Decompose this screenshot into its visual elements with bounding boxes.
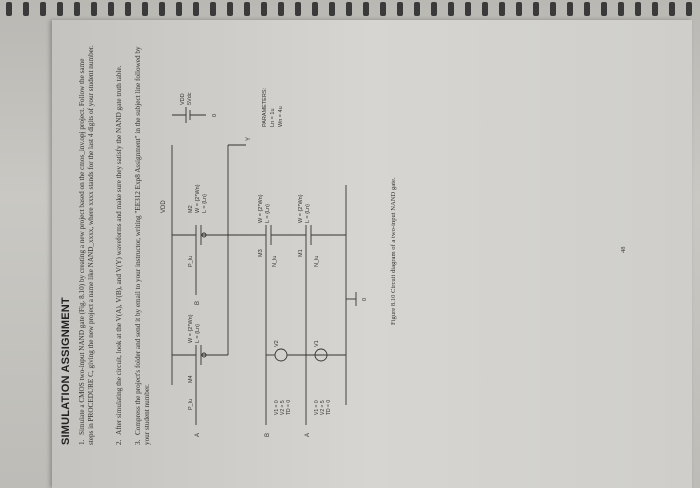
spiral-ring (244, 2, 250, 16)
m2-l: L = {Ln} (202, 194, 208, 213)
vdd-label: VDD (161, 200, 167, 213)
spiral-ring (686, 2, 692, 16)
spiral-ring (227, 2, 233, 16)
spiral-ring (550, 2, 556, 16)
spiral-ring (193, 2, 199, 16)
spiral-ring (346, 2, 352, 16)
spiral-ring (91, 2, 97, 16)
spiral-ring (618, 2, 624, 16)
n-lu-2: N_lu (314, 255, 320, 267)
nand-circuit-diagram (156, 45, 386, 445)
vdd-src-ground: 0 (212, 113, 218, 117)
spiral-ring (431, 2, 437, 16)
spiral-ring (363, 2, 369, 16)
spiral-ring (159, 2, 165, 16)
spiral-ring (601, 2, 607, 16)
m2-label: M2 (188, 205, 194, 213)
spiral-ring (380, 2, 386, 16)
spiral-ring (295, 2, 301, 16)
v2-label: V2 (274, 340, 280, 347)
assignment-item-3: 3.Compress the project's folder and send it by email to your instructor, writing "EE312 Exp8 Assignment" in the subject line followed by your student number. (134, 46, 152, 445)
v1-param-1: V2 = 5 (320, 400, 326, 415)
spiral-ring (312, 2, 318, 16)
v2-param-2: TD = 0 (286, 399, 292, 415)
spiral-ring (23, 2, 29, 16)
v1-param-2: TD = 0 (326, 399, 332, 415)
spiral-ring (40, 2, 46, 16)
node-y-label: Y (246, 136, 252, 141)
spiral-ring (465, 2, 471, 16)
spiral-ring (57, 2, 63, 16)
m1-w: W = {2*Wn} (298, 194, 304, 223)
spiral-ring (108, 2, 114, 16)
params-title: PARAMETERS: (262, 87, 268, 127)
v2-param-1: V2 = 5 (280, 400, 286, 415)
assignment-item-2: 2.After simulating the circuit, look at the V(A), V(B), and V(Y) waveforms and make sure they satisfy the NAND gate truth table. (115, 65, 123, 445)
m4-w: W = {2*Wn} (188, 314, 194, 343)
spiral-ring (669, 2, 675, 16)
rotated-page-content (60, 37, 645, 453)
m4-label: M4 (188, 375, 194, 383)
spiral-ring (329, 2, 335, 16)
node-b-label-1: B (195, 300, 201, 305)
assignment-item-1: 1.Simulate a CMOS two-input NAND gate (Fig. 8.10) by creating a new project based on the cmos_inv.opj project. Follow the same steps in PROCEDURE C, giving the new project a name like NAND_xxxx, where xxxx stands for the last 4 digits of your student number. (78, 45, 96, 445)
spiral-ring (125, 2, 131, 16)
v1-label: V1 (314, 340, 320, 347)
param-ln: Ln = 1u (270, 108, 276, 127)
node-a-label-1: A (195, 432, 201, 437)
m2-w: W = {2*Wn} (195, 184, 201, 213)
m3-label: M3 (258, 249, 264, 257)
spiral-ring (499, 2, 505, 16)
spiral-ring (652, 2, 658, 16)
figure-caption: Figure 8.10 Circuit diagram of a two-input NAND gate. (390, 177, 397, 325)
spiral-ring (635, 2, 641, 16)
spiral-ring (261, 2, 267, 16)
page-number: 48 (620, 246, 627, 253)
param-wn: Wn = 4u (278, 106, 284, 127)
m3-w: W = {2*Wn} (258, 194, 264, 223)
spiral-ring (584, 2, 590, 16)
vdd-src-label: VDD (180, 93, 186, 105)
n-lu-1: N_lu (272, 255, 278, 267)
spiral-ring (176, 2, 182, 16)
spiral-ring (210, 2, 216, 16)
p-lu-2: P_lu (188, 255, 194, 267)
m1-l: L = {Ln} (305, 204, 311, 223)
spiral-ring (278, 2, 284, 16)
spiral-ring (414, 2, 420, 16)
spiral-ring (74, 2, 80, 16)
v1-param-0: V1 = 0 (314, 400, 320, 415)
spiral-ring (567, 2, 573, 16)
spiral-ring (397, 2, 403, 16)
m1-label: M1 (298, 249, 304, 257)
spiral-ring (6, 2, 12, 16)
vdd-src-value: 5Vdc (187, 92, 193, 105)
spiral-ring (516, 2, 522, 16)
v2-param-0: V1 = 0 (274, 400, 280, 415)
assignment-heading: SIMULATION ASSIGNMENT (60, 297, 72, 445)
p-lu-1: P_lu (188, 398, 194, 410)
spiral-ring (448, 2, 454, 16)
spiral-ring (482, 2, 488, 16)
spiral-ring (142, 2, 148, 16)
spiral-ring (533, 2, 539, 16)
ground-label: 0 (362, 297, 368, 301)
spiral-binding (0, 0, 700, 22)
m3-l: L = {Ln} (265, 204, 271, 223)
node-a-label-2: A (305, 432, 311, 437)
node-b-label-2: B (265, 432, 271, 437)
m4-l: L = {Ln} (195, 324, 201, 343)
